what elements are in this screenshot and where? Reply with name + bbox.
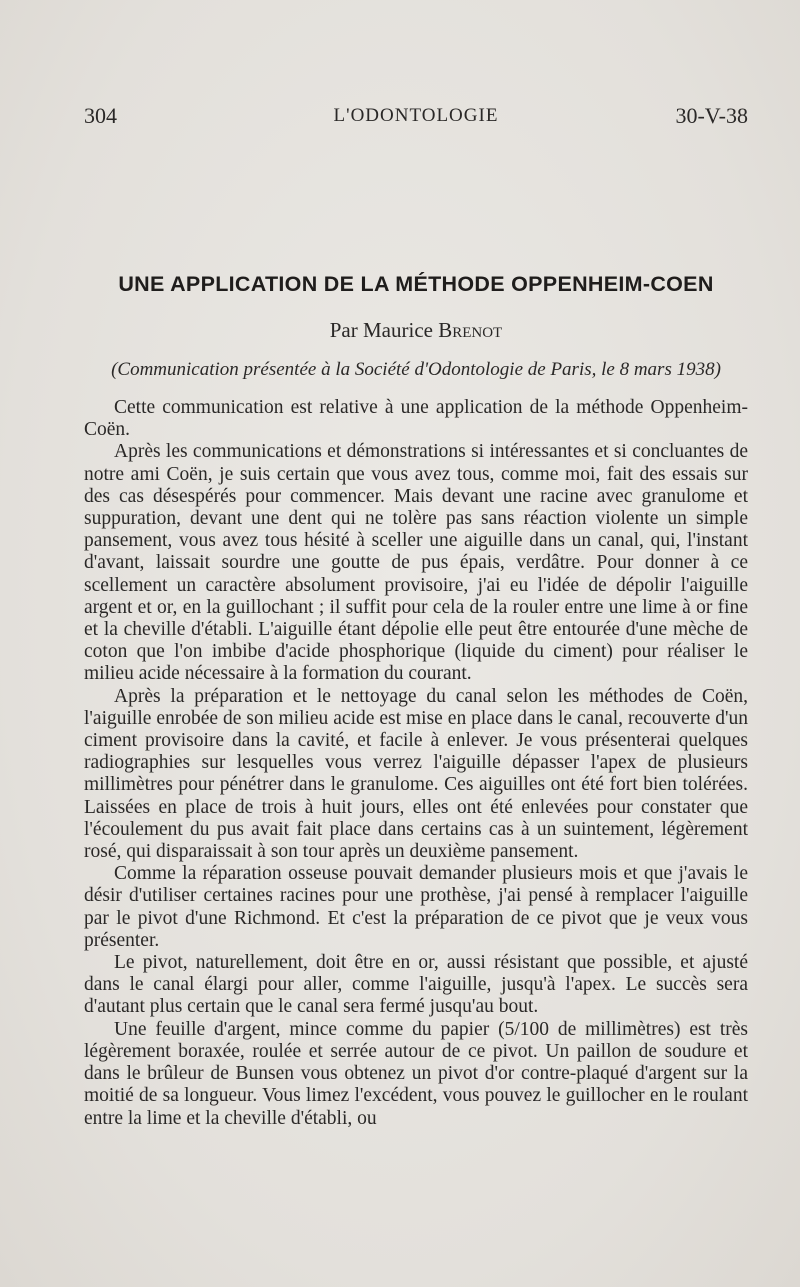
byline	[84, 318, 748, 343]
author-surname: Brenot	[438, 318, 503, 342]
paragraph: Après les communications et démonstrations si intéressantes et si concluantes de notre ami Coën, je suis certain que vous avez tous, comme moi, fait des essais sur des cas désespérés pour commencer. Mais devant une racine avec granulome et suppuration, devant une dent qui ne tolère pas sans réaction violente un simple pansement, vous avez tous hésité à sceller une aiguille dans un canal, qui, l'instant d'avant, laissait sourdre une goutte de pus épais, verdâtre. Pour donner à ce scellement un caractère absolument provisoire, j'ai eu l'idée de dépolir l'aiguille argent et or, en la guillochant ; il suffit pour cela de la rouler entre une lime à or fine et la cheville d'établi. L'aiguille étant dépolie elle peut être entourée d'une mèche de coton que l'on imbibe d'acide phosphorique (liquide du ciment) pour réaliser le milieu acide nécessaire à la formation du courant.	[84, 441, 748, 685]
running-head	[84, 103, 748, 133]
article-body	[84, 397, 748, 1130]
paragraph: Comme la réparation osseuse pouvait demander plusieurs mois et que j'avais le désir d'utiliser certaines racines pour une prothèse, j'ai pensé à remplacer l'aiguille par le pivot d'une Richmond. Et c'est la préparation de ce pivot que je veux vous présenter.	[84, 863, 748, 951]
article-title: UNE APPLICATION DE LA MÉTHODE OPPENHEIM-COEN	[118, 272, 714, 296]
issue-date: 30-V-38	[675, 103, 748, 128]
page-number: 304	[84, 103, 117, 128]
presentation-note	[84, 359, 748, 381]
presentation-note-text: (Communication présentée à la Société d'Odontologie de Paris, le 8 mars 1938)	[111, 359, 721, 380]
journal-title: L'ODONTOLOGIE	[333, 105, 499, 126]
paragraph: Une feuille d'argent, mince comme du papier (5/100 de millimètres) est très légèrement boraxée, roulée et serrée autour de ce pivot. Un paillon de soudure et dans le brûleur de Bunsen vous obtenez un pivot d'or contre-plaqué d'argent sur la moitié de sa longueur. Vous limez l'excédent, vous pouvez le guillocher en le roulant entre la lime et la cheville d'établi, ou	[84, 1018, 748, 1129]
paragraph: Le pivot, naturellement, doit être en or, aussi résistant que possible, et ajusté dans le canal élargi pour aller, comme l'aiguille, jusqu'à l'apex. Le succès sera d'autant plus certain que le canal sera fermé jusqu'au bout.	[84, 952, 748, 1018]
paragraph: Après la préparation et le nettoyage du canal selon les méthodes de Coën, l'aiguille enrobée de son milieu acide est mise en place dans le canal, recouverte d'un ciment provisoire dans la cavité, et facile à enlever. Je vous présenterai quelques radiographies sur lesquelles vous verrez l'aiguille dépasser l'apex de plusieurs millimètres pour pénétrer dans le granulome. Ces aiguilles ont été fort bien tolérées. Laissées en place de trois à huit jours, elles ont été enlevées pour constater que l'écoulement du pus avait fait place dans certains cas à un suintement, légèrement rosé, qui disparaissait à son tour après un deuxième pansement.	[84, 685, 748, 863]
paragraph: Cette communication est relative à une application de la méthode Oppenheim-Coën.	[84, 397, 748, 441]
byline-prefix: Par Maurice	[329, 318, 433, 342]
